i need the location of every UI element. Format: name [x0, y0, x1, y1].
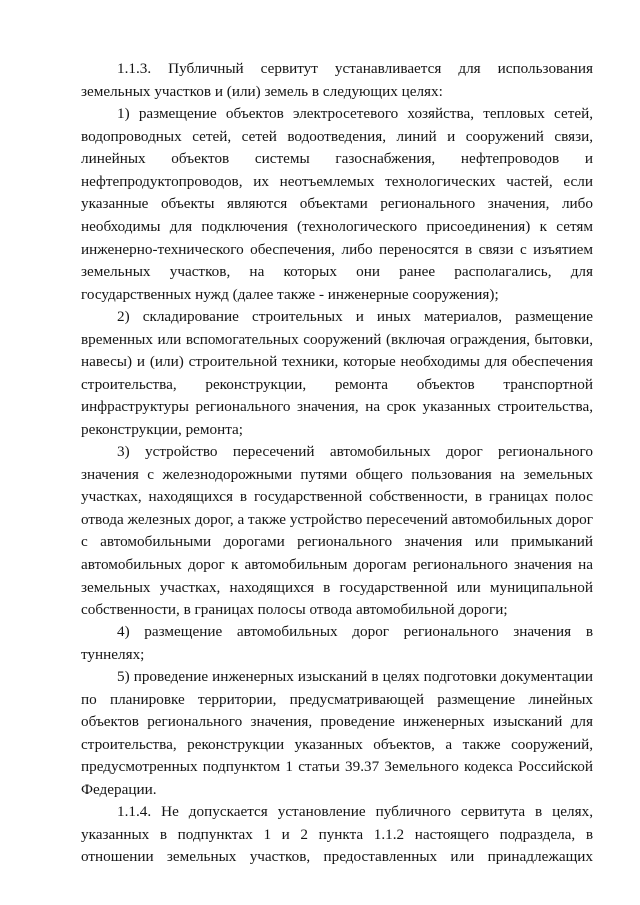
text-line: строительства, реконструкции, ремонта объектов транспортной	[81, 375, 593, 393]
text-line: туннелях;	[81, 645, 145, 663]
text-line: необходимы для подключения (технологического присоединения) к сетям	[81, 217, 593, 235]
text-line: нефтепродуктопроводов, их неотъемлемых технологических частей, если	[81, 172, 593, 190]
text-line: автомобильных дорог к автомобильным дорогам регионального значения на	[81, 555, 593, 573]
text-line: Федерации.	[81, 780, 157, 798]
text-line: государственных нужд (далее также - инженерные сооружения);	[81, 285, 499, 303]
text-line: значения с железнодорожными путями общего пользования на земельных	[81, 465, 593, 483]
text-line: 5) проведение инженерных изысканий в целях подготовки документации	[117, 668, 593, 685]
text-line: участках, находящихся в государственной собственности, в границах полос	[81, 488, 593, 506]
text-line: инфраструктуры регионального значения, на срок указанных строительства,	[81, 398, 593, 416]
text-line: указанные объекты являются объектами регионального значения, либо	[81, 195, 593, 213]
text-line: указанных в подпунктах 1 и 2 пункта 1.1.2 настоящего подраздела, в	[81, 825, 593, 843]
text-line: реконструкции, ремонта;	[81, 420, 244, 438]
paragraph-item-1	[81, 103, 593, 306]
paragraph-1-1-4	[81, 801, 593, 869]
text-line: 1.1.3. Публичный сервитут устанавливается для использования	[117, 60, 593, 77]
text-line: линейных объектов системы газоснабжения, нефтепроводов и	[81, 150, 593, 168]
text-line: по планировке территории, предусматривающей размещение линейных	[81, 690, 593, 708]
paragraph-item-5	[81, 666, 593, 802]
text-line: 3) устройство пересечений автомобильных дорог регионального	[117, 443, 593, 460]
text-line: земельных участков и (или) земель в следующих целях:	[81, 82, 443, 100]
paragraph-1-1-3	[81, 58, 593, 103]
paragraph-item-4	[81, 621, 593, 666]
text-line: навесы) и (или) строительной техники, которые необходимы для обеспечения	[81, 353, 593, 371]
text-line: земельных участков, на которых они ранее располагались, для	[81, 263, 593, 281]
text-line: временных или вспомогательных сооружений (включая ограждения, бытовки,	[81, 330, 593, 348]
text-line: земельных участках, находящихся в государственной или муниципальной	[81, 578, 593, 596]
paragraph-item-3	[81, 441, 593, 622]
text-line: водопроводных сетей, сетей водоотведения, линий и сооружений связи,	[81, 127, 593, 145]
text-line: с автомобильными дорогами регионального значения или примыканий	[81, 533, 593, 551]
text-line: инженерно-технического обеспечения, либо переносятся в связи с изъятием	[81, 240, 593, 258]
text-line: предусмотренных подпунктом 1 статьи 39.37 Земельного кодекса Российской	[81, 758, 593, 776]
text-line: 2) складирование строительных и иных материалов, размещение	[117, 308, 593, 325]
text-line: собственности, в границах полосы отвода автомобильной дороги;	[81, 601, 508, 619]
paragraph-item-2	[81, 306, 593, 442]
text-line: объектов регионального значения, проведение инженерных изысканий для	[81, 713, 593, 731]
text-line: отношении земельных участков, предоставленных или принадлежащих	[81, 848, 593, 866]
text-line: 4) размещение автомобильных дорог регионального значения в	[117, 623, 593, 640]
text-line: 1) размещение объектов электросетевого хозяйства, тепловых сетей,	[117, 105, 593, 122]
text-line: строительства, реконструкции указанных объектов, а также сооружений,	[81, 735, 593, 753]
text-line: отвода железных дорог, а также устройство пересечений автомобильных дорог	[81, 510, 593, 528]
text-line: 1.1.4. Не допускается установление публичного сервитута в целях,	[117, 803, 593, 820]
